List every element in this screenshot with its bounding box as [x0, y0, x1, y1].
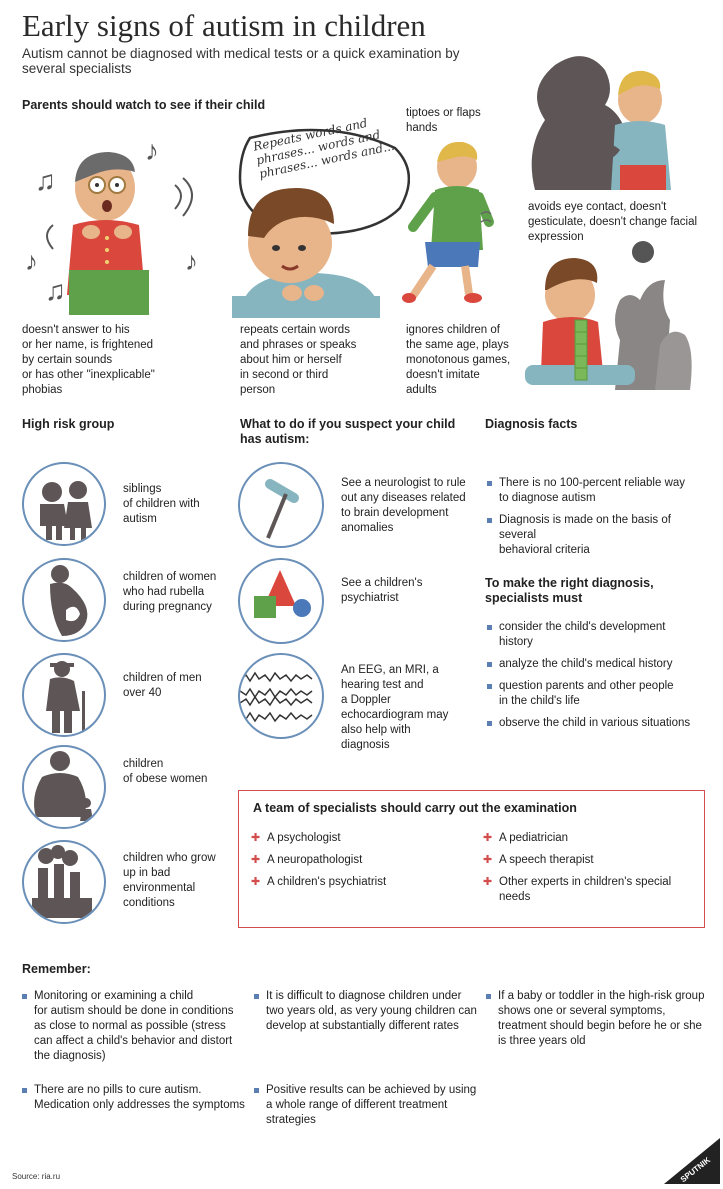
remember-list-col2	[252, 989, 482, 1041]
risk-environment-text: children who grow up in bad environmental conditions	[123, 852, 216, 909]
watch-heading: Parents should watch to see if their child	[22, 98, 266, 112]
todo-neurologist-text: See a neurologist to rule out any diseases related to brain development anomalies	[341, 477, 466, 534]
old-man-icon	[22, 653, 106, 737]
music-note-icon: ♫	[45, 275, 66, 306]
specialist-team-box	[238, 790, 705, 928]
tiptoe-child-illustration	[395, 142, 505, 307]
list-item: It is difficult to diagnose children under two years old, as very young children can develop at substantially different rates	[252, 989, 482, 1034]
music-note-icon: ♪	[145, 135, 159, 166]
list-item: consider the child's development history	[485, 620, 710, 650]
reflex-hammer-icon	[238, 462, 324, 548]
factory-icon	[22, 840, 106, 924]
sign-repeats-text: repeats certain words and phrases or speaks about him or herself in second or third person	[240, 324, 357, 396]
list-item: analyze the child's medical history	[485, 657, 710, 672]
list-item: There is no 100-percent reliable way to diagnose autism	[485, 476, 710, 506]
todo-psychiatrist-text: See a children's psychiatrist	[341, 577, 423, 604]
list-item: Diagnosis is made on the basis of several behavioral criteria	[485, 513, 710, 558]
remember-list-col3	[484, 989, 714, 1056]
toy-shapes-icon	[238, 558, 324, 644]
list-item: ✚ A neuropathologist	[251, 853, 471, 868]
sign-tiptoes-label: tiptoes or flaps hands	[406, 107, 481, 134]
logo-text: SPUTNIK	[678, 1155, 712, 1184]
risk-rubella-text: children of women who had rubella during pregnancy	[123, 571, 217, 613]
high-risk-heading: High risk group	[22, 417, 115, 431]
what-to-do-heading: What to do if you suspect your child has autism:	[240, 417, 456, 446]
list-item: There are no pills to cure autism. Medication only addresses the symptoms	[20, 1083, 245, 1113]
risk-obese-text: children of obese women	[123, 758, 208, 785]
remember-list-col2b	[252, 1083, 482, 1135]
list-item: Positive results can be achieved by using a whole range of different treatment strategies	[252, 1083, 482, 1128]
music-note-icon: ♪	[185, 246, 198, 276]
diagnosis-facts-list	[485, 476, 710, 565]
sign-eye-contact-text: avoids eye contact, doesn't gesticulate, doesn't change facial expression	[528, 201, 698, 243]
team-right-list	[483, 831, 705, 912]
remember-list-col1	[20, 989, 245, 1071]
page-subtitle: Autism cannot be diagnosed with medical tests or a quick examination by several specialists	[22, 46, 460, 76]
eeg-waves-icon	[238, 653, 324, 739]
right-diagnosis-heading: To make the right diagnosis, specialists must	[485, 576, 654, 605]
todo-tests-text: An EEG, an MRI, a hearing test and a Doppler echocardiogram may also help with diagnosis	[341, 664, 449, 751]
frightened-child-illustration	[25, 130, 215, 315]
remember-heading: Remember:	[22, 962, 91, 976]
playing-child-illustration	[525, 240, 710, 390]
right-diagnosis-list	[485, 620, 710, 738]
music-note-icon: ♪	[25, 246, 38, 276]
sign-name-text: doesn't answer to his or her name, is frightened by certain sounds or has other "inexplicable" phobias	[22, 324, 155, 396]
diagnosis-facts-heading: Diagnosis facts	[485, 417, 578, 431]
list-item: ✚ A children's psychiatrist	[251, 875, 471, 890]
remember-list-col1b	[20, 1083, 245, 1120]
risk-men-over-40-text: children of men over 40	[123, 672, 202, 699]
list-item: Monitoring or examining a child for autism should be done in conditions as close to normal as possible (stress can affect a child's behavior and distort the diagnosis)	[20, 989, 245, 1064]
siblings-icon	[22, 462, 106, 546]
mother-child-illustration	[515, 55, 695, 190]
list-item: If a baby or toddler in the high-risk group shows one or several symptoms, treatment should begin before he or she is three years old	[484, 989, 714, 1049]
list-item: question parents and other people in the child's life	[485, 679, 710, 709]
sputnik-logo	[664, 1138, 720, 1184]
source-credit: Source: ria.ru	[12, 1172, 61, 1181]
page-title: Early signs of autism in children	[22, 8, 426, 43]
list-item: ✚ A speech therapist	[483, 853, 705, 868]
sign-ignores-text: ignores children of the same age, plays monotonous games, doesn't imitate adults	[406, 324, 511, 396]
list-item: ✚ A pediatrician	[483, 831, 705, 846]
list-item: observe the child in various situations	[485, 716, 710, 731]
team-heading: A team of specialists should carry out the examination	[253, 801, 577, 815]
obese-woman-icon	[22, 745, 106, 829]
pregnant-woman-icon	[22, 558, 106, 642]
speech-bubble-text: Repeats words and phrases... words and phrases... words and...	[252, 115, 396, 182]
music-note-icon: ♫	[35, 165, 56, 196]
list-item: ✚ A psychologist	[251, 831, 471, 846]
list-item: ✚ Other experts in children's special needs	[483, 875, 705, 905]
team-left-list	[251, 831, 471, 897]
risk-siblings-text: siblings of children with autism	[123, 483, 200, 525]
